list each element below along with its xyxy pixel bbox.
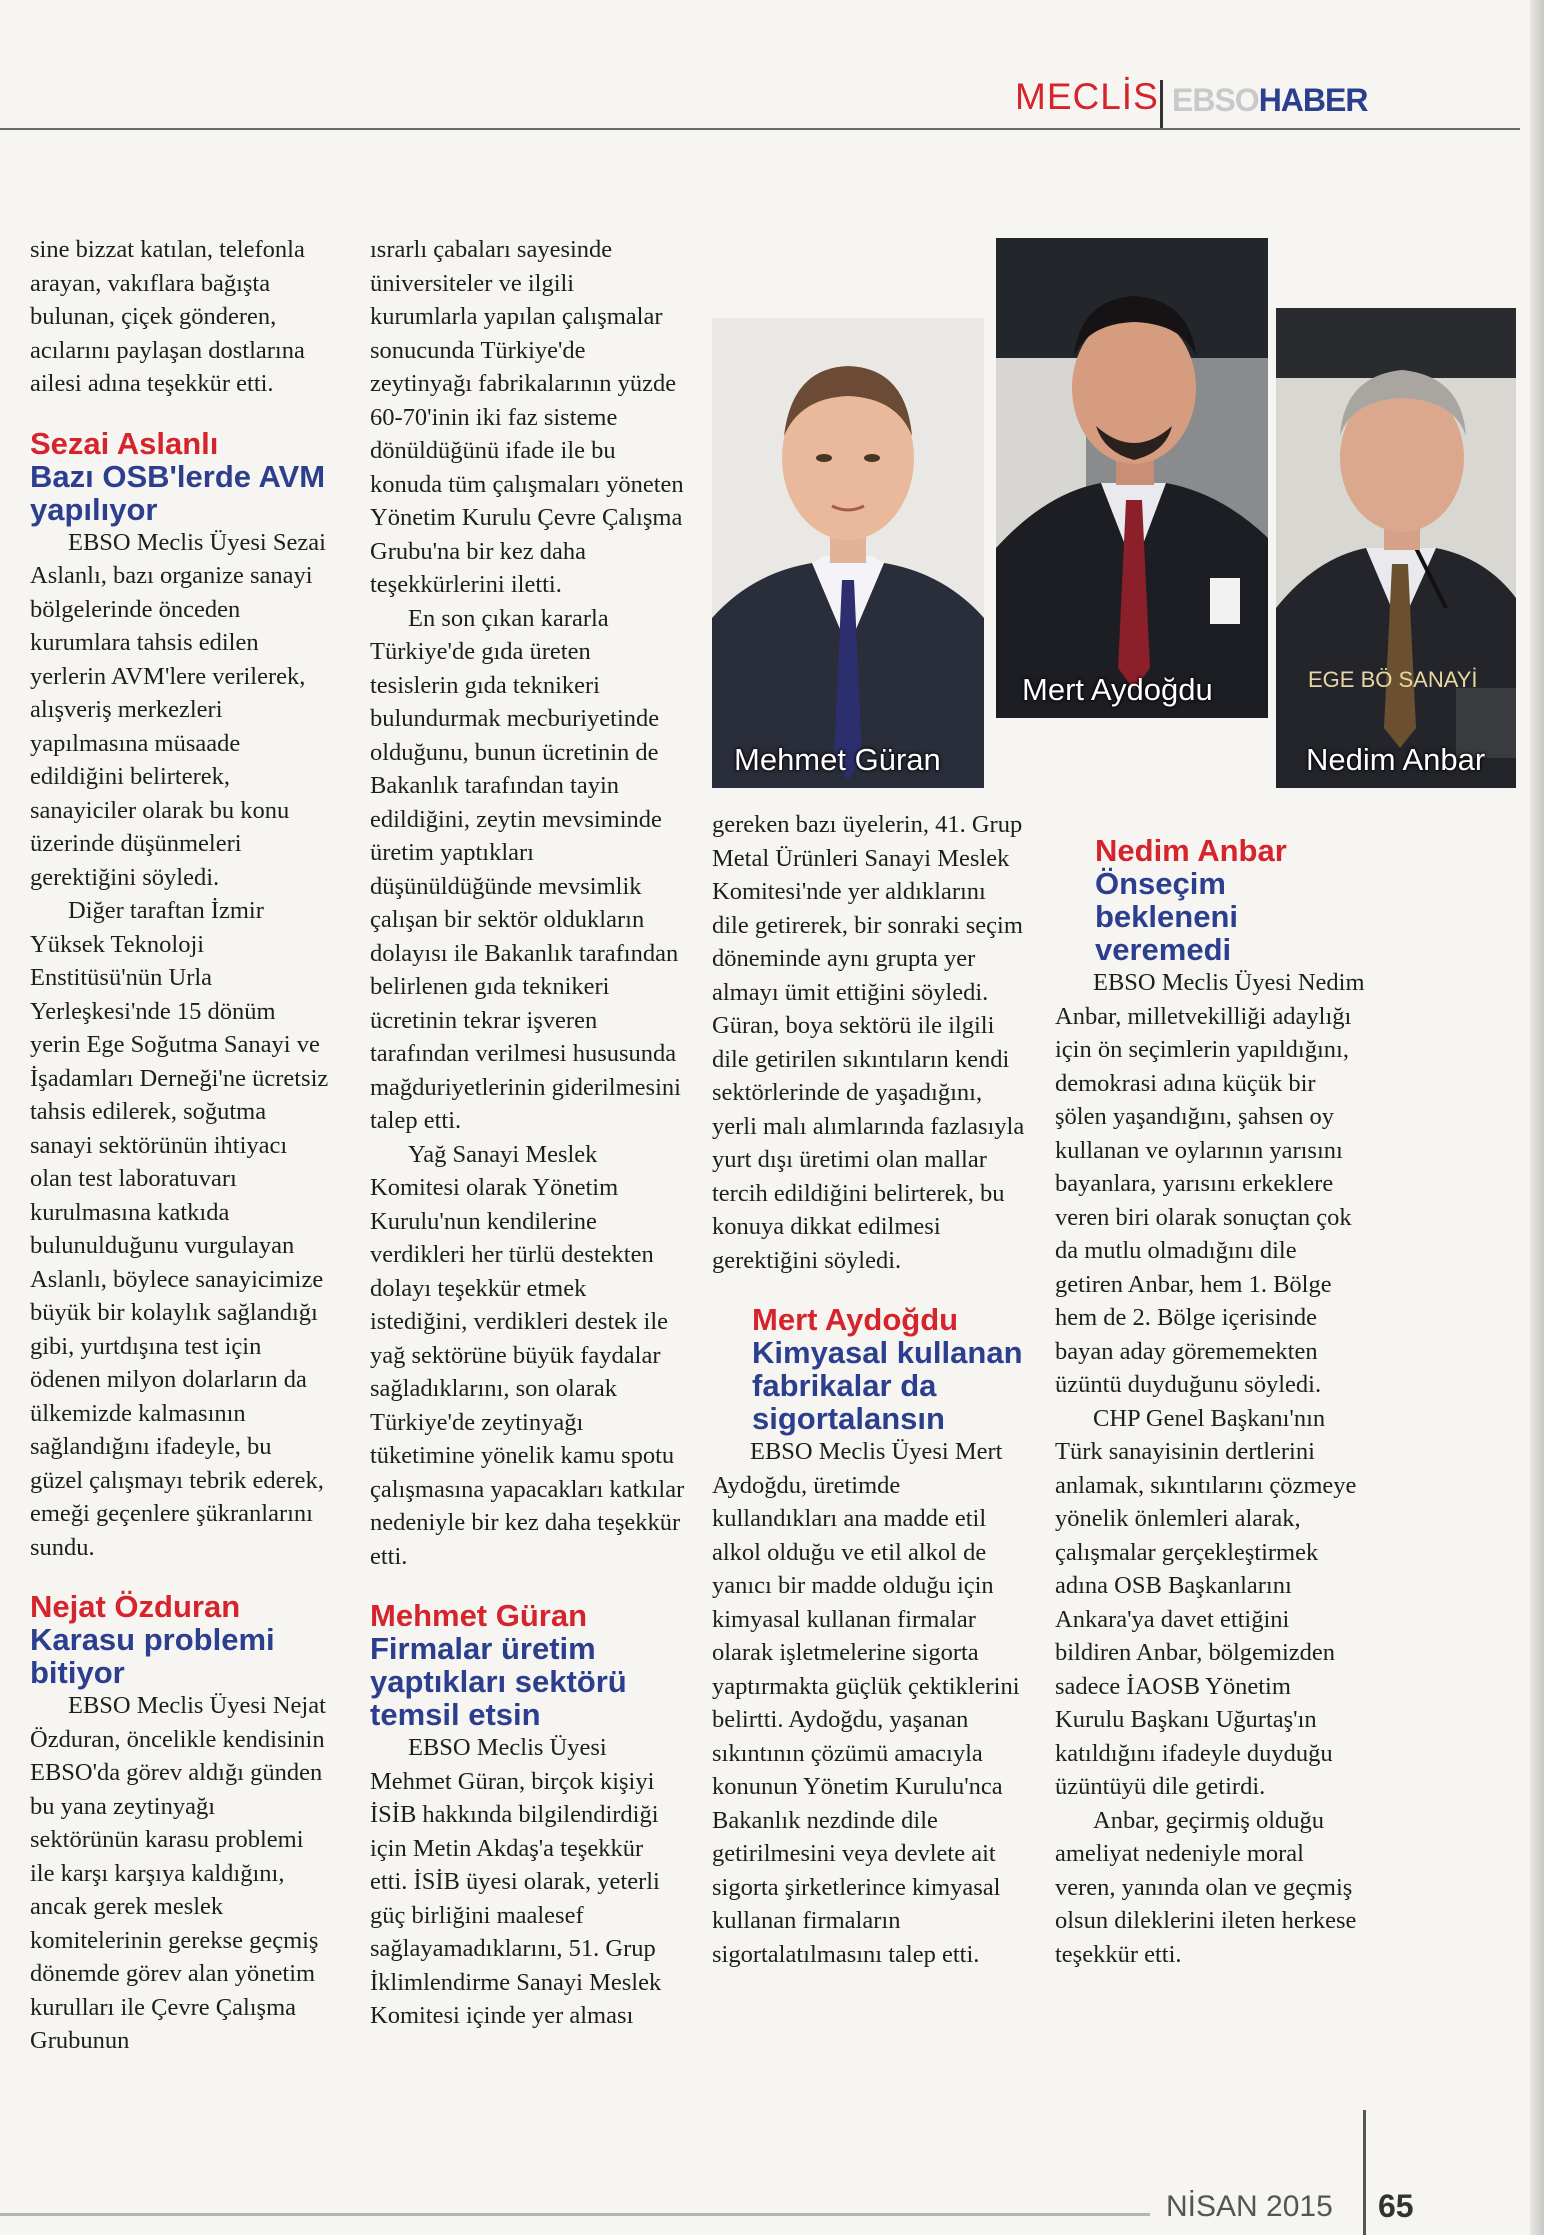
page-edge bbox=[1530, 0, 1544, 2235]
footer-rule bbox=[0, 2213, 1150, 2216]
podium-badge: EGE BÖ SANAYİ bbox=[1308, 667, 1478, 692]
article-heading bbox=[1095, 834, 1365, 966]
column-2 bbox=[370, 233, 685, 2033]
photo-caption: Mert Aydoğdu bbox=[1022, 672, 1213, 707]
section-label: MECLİS bbox=[1015, 76, 1159, 117]
paragraph: ısrarlı çabaları sayesinde üniversiteler ve ilgili kurumlarla yapılan çalışmalar sonucunda Türkiye'de zeytinyağı fabrikalarının yüzde 60-70'inin iki faz sisteme dönüldüğünü ifade ile bu konuda tüm çalışmaları yöneten Yönetim Kurulu Çevre Çalışma Grubu'na bir kez daha teşekkürlerini iletti. bbox=[370, 236, 684, 598]
brand-logo-part-b: HABER bbox=[1258, 82, 1368, 118]
paragraph: En son çıkan kararla Türkiye'de gıda üreten tesislerin gıda teknikeri bulundurmak mecburiyetinde olduğunu, bunun ücretinin de Bakanlık tarafından tayin edildiğini, zeytin mevsiminde üretim yaptıkları düşünüldüğünde mevsimlik çalışan bir sektör oldukların dolayısı ile Bakanlık tarafından belirlenen gıda teknikeri ücretinin tekrar işveren tarafından verilmesi hususunda mağduriyetlerinin giderilmesini talep etti. bbox=[370, 604, 681, 1134]
article-heading bbox=[370, 1599, 685, 1731]
paragraph: sine bizzat katılan, telefonla arayan, vakıflara bağışta bulunan, çiçek gönderen, acılarını paylaşan dostlarına ailesi adına teşekkür etti. bbox=[30, 236, 305, 397]
column-3 bbox=[712, 808, 1028, 1971]
header-rule bbox=[0, 128, 1520, 130]
header-divider bbox=[1160, 80, 1163, 130]
paragraph: Diğer taraftan İzmir Yüksek Teknoloji Enstitüsü'nün Urla Yerleşkesi'nde 15 dönüm yerin Ege Soğutma Sanayi ve İşadamları Derneği'ne ücretsiz tahsis edilerek, soğutma sanayi sektörünün ihtiyacı olan test laboratuvarı kurulmasına katkıda bulunulduğunu vurgulayan Aslanlı, böylece sanayicimize büyük bir kolaylık sağlandığı gibi, yurtdışına test için ödenen milyon dolarların da ülkemizde kalmasının sağlandığını ifadeyle, bu güzel çalışmayı tebrik ederek, emeği geçenlere şükranlarını sundu. bbox=[30, 897, 329, 1561]
portrait-nedim-anbar bbox=[1276, 308, 1516, 788]
article-heading bbox=[30, 427, 330, 526]
article-heading bbox=[752, 1303, 1028, 1435]
brand-logo-part-a: EBSO bbox=[1172, 82, 1259, 118]
article-title: Firmalar üretim yaptıkları sektörü temsil etsin bbox=[370, 1631, 627, 1732]
member-name: Nedim Anbar bbox=[1095, 833, 1287, 868]
paragraph: EBSO Meclis Üyesi Sezai Aslanlı, bazı organize sanayi bölgelerinde önceden kurumlara tahsis edilen yerlerin AVM'lere verilerek, alışveriş merkezleri yapılmasına müsaade edildiğini belirterek, sanayiciler olarak bu konu üzerinde düşünmeleri gerektiğini söyledi. bbox=[30, 528, 326, 891]
member-name: Nejat Özduran bbox=[30, 1589, 241, 1624]
brand-logo bbox=[1172, 82, 1367, 119]
column-4 bbox=[1055, 834, 1365, 1971]
article-title: Bazı OSB'lerde AVM yapılıyor bbox=[30, 458, 326, 527]
paragraph: EBSO Meclis Üyesi Nejat Özduran, öncelikle kendisinin EBSO'da görev aldığı günden bu yana zeytinyağı sektörünün karasu problemi ile karşı karşıya kaldığını, ancak gerek meslek komitelerinin gerekse geçmiş dönemde görev alan yönetim kurulları ile Çevre Çalışma Grubunun bbox=[30, 1692, 326, 2054]
page-number: 65 bbox=[1378, 2188, 1414, 2224]
photo-caption: Mehmet Güran bbox=[734, 742, 941, 777]
portrait-mehmet-guran bbox=[712, 318, 984, 788]
portrait-mert-aydogdu bbox=[996, 238, 1268, 718]
article-title: Kimyasal kullanan fabrikalar da sigortalansın bbox=[752, 1335, 1023, 1436]
portrait-graphic bbox=[996, 238, 1268, 718]
member-name: Sezai Aslanlı bbox=[30, 425, 219, 461]
footer-divider bbox=[1363, 2110, 1366, 2235]
article-title: Önseçim bekleneni veremedi bbox=[1095, 866, 1238, 967]
article-title: Karasu problemi bitiyor bbox=[30, 1622, 275, 1690]
paragraph: EBSO Meclis Üyesi Mert Aydoğdu, üretimde kullandıkları ana madde etil alkol olduğu ve etil alkol de yanıcı bir madde olduğu için kimyasal kullanan firmalar olarak işletmelerine sigorta yaptırmakta güçlük çektiklerini belirtti. Aydoğdu, yaşanan sıkıntının çözümü amacıyla konunun Yönetim Kurulu'nca Bakanlık nezdinde dile getirilmesini veya devlete ait sigorta şirketlerince kimyasal kullanan firmaların sigortalatılmasını talep etti. bbox=[712, 1438, 1020, 1968]
paragraph: EBSO Meclis Üyesi Nedim Anbar, milletvekilliği adaylığı için ön seçimlerin yapıldığını, demokrasi adına küçük bir şölen yaşandığını, şahsen oy kullanan ve oylarının yarısını bayanlara, yarısını erkeklere veren biri olarak sonuçtan çok da mutlu olmadığını dile getiren Anbar, hem 1. Bölge hem de 2. Bölge içerisinde bayan aday görememekten üzüntü duyduğunu söyledi. bbox=[1055, 969, 1365, 1398]
paragraph: Yağ Sanayi Meslek Komitesi olarak Yönetim Kurulu'nun kendilerine verdikleri her türlü destekten dolayı teşekkür etmek istediğini, verdikleri destek ile yağ sektörüne büyük faydalar sağladıklarını, son olarak Türkiye'de zeytinyağı tüketimine yönelik kamu spotu çalışmasına yapacakları katkılar nedeniyle bir kez daha teşekkür etti. bbox=[370, 1140, 685, 1570]
member-name: Mehmet Güran bbox=[370, 1598, 588, 1633]
photo-caption: Nedim Anbar bbox=[1306, 742, 1486, 777]
column-1 bbox=[30, 233, 330, 2058]
portrait-graphic bbox=[712, 318, 984, 788]
paragraph: Anbar, geçirmiş olduğu ameliyat nedeniyle moral veren, yanında olan ve geçmiş olsun dileklerini ileten herkese teşekkür etti. bbox=[1055, 1806, 1357, 1968]
article-heading bbox=[30, 1590, 330, 1689]
member-name: Mert Aydoğdu bbox=[752, 1302, 959, 1337]
paragraph: gereken bazı üyelerin, 41. Grup Metal Ürünleri Sanayi Meslek Komitesi'nde yer aldıklarını dile getirerek, bir sonraki seçim döneminde aynı grupta yer almayı ümit ettiğini söyledi. Güran, boya sektörü ile ilgili dile getirilen sıkıntıların kendi sektörlerinde de yaşadığını, yerli malı alımlarında fazlasıyla yurt dışı üretimi olan mallar tercih edildiğini belirterek, bu konuya dikkat edilmesi gerektiğini söyledi. bbox=[712, 811, 1025, 1274]
paragraph: CHP Genel Başkanı'nın Türk sanayisinin dertlerini anlamak, sıkıntılarını çözmeye yönelik önlemleri alarak, çalışmalar gerçekleştirmek adına OSB Başkanlarını Ankara'ya davet ettiğini bildiren Anbar, bölgemizden sadece İAOSB Yönetim Kurulu Başkanı Uğurtaş'ın katıldığını ifadeyle duyduğu üzüntüyü dile getirdi. bbox=[1055, 1404, 1357, 1800]
paragraph: EBSO Meclis Üyesi Mehmet Güran, birçok kişiyi İSİB hakkında bilgilendirdiği için Metin Akdaş'a teşekkür etti. İSİB üyesi olarak, yeterli güç birliğini maalesef sağlayamadıklarını, 51. Grup İklimlendirme Sanayi Meslek Komitesi içinde yer alması bbox=[370, 1734, 662, 2029]
issue-date: NİSAN 2015 bbox=[1166, 2190, 1333, 2223]
portrait-graphic bbox=[1276, 308, 1516, 788]
